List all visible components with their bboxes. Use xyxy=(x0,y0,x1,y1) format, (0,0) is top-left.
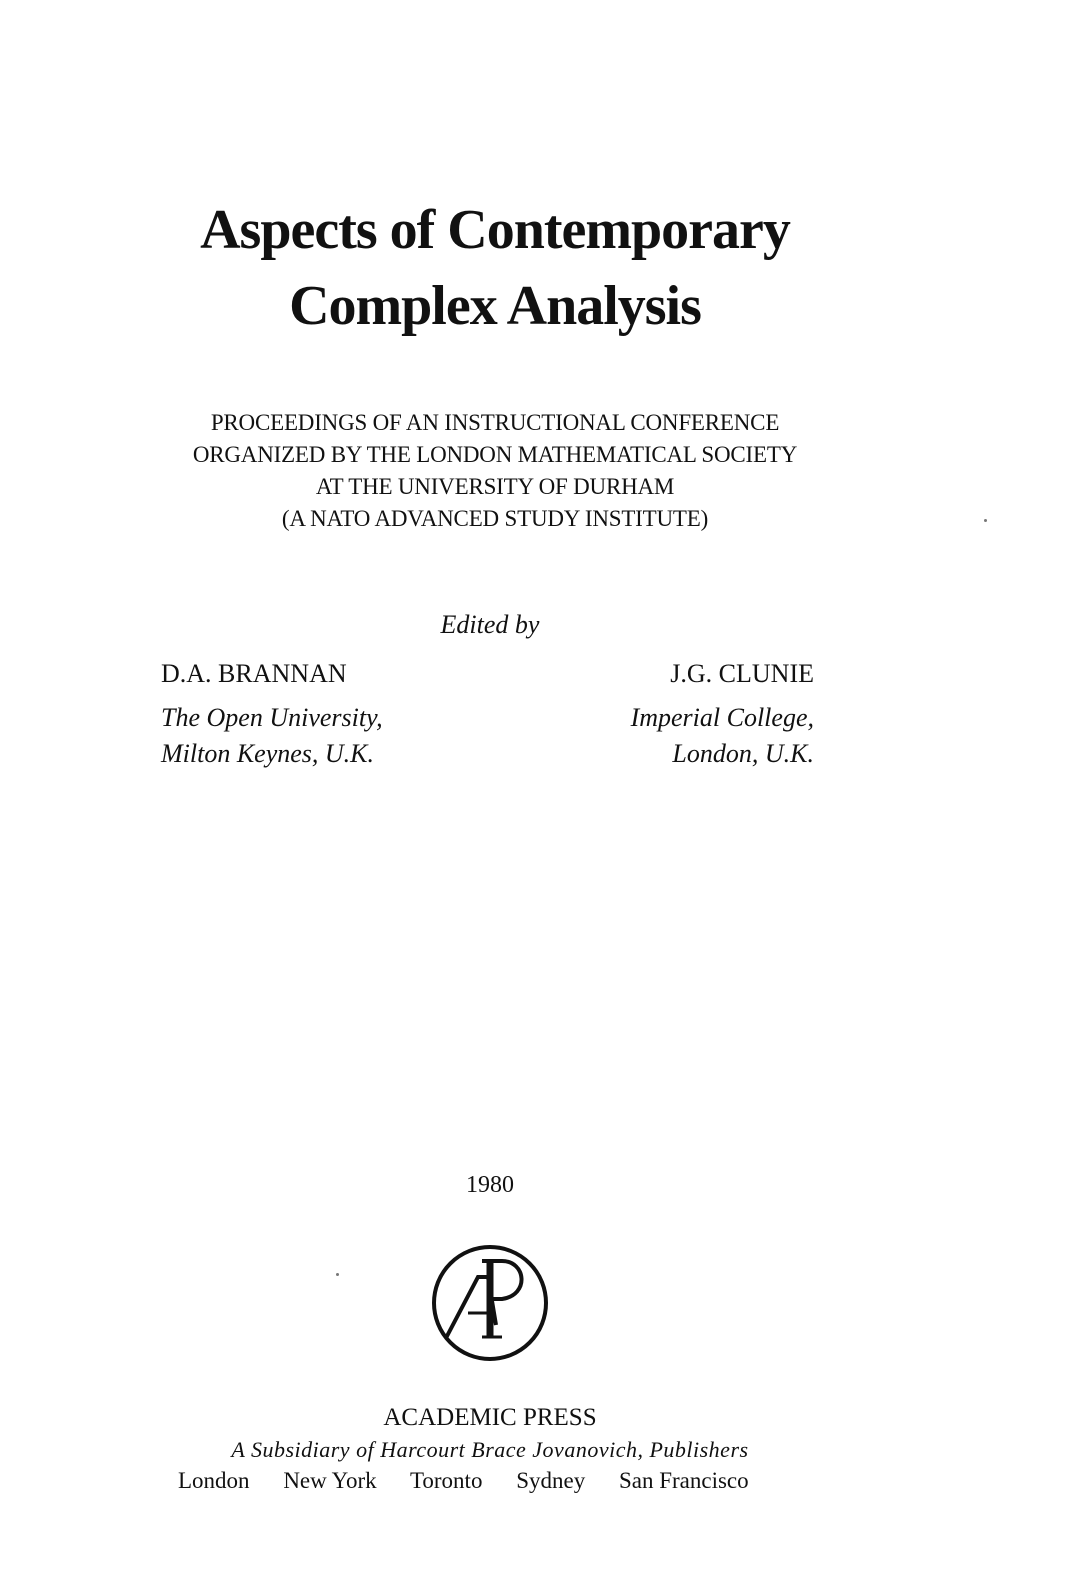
proceedings-line: (A NATO ADVANCED STUDY INSTITUTE) xyxy=(281,506,709,531)
editor-right xyxy=(631,657,814,772)
publisher-cities xyxy=(178,1468,749,1494)
edited-by-label: Edited by xyxy=(440,610,540,639)
city: Sydney xyxy=(516,1468,586,1493)
scan-speck xyxy=(336,1273,339,1276)
affiliation-line: Milton Keynes, U.K. xyxy=(161,739,375,768)
title-line-1: Aspects of Contemporary xyxy=(200,199,790,261)
title-line-2: Complex Analysis xyxy=(289,275,701,337)
proceedings-line: AT THE UNIVERSITY OF DURHAM xyxy=(315,474,675,499)
scan-speck xyxy=(984,519,987,522)
academic-press-ap-logo-icon xyxy=(430,1243,550,1363)
editor-left xyxy=(161,657,383,772)
book-title xyxy=(0,192,990,344)
publication-year: 1980 xyxy=(466,1172,514,1198)
city: San Francisco xyxy=(618,1468,749,1493)
proceedings-line: ORGANIZED BY THE LONDON MATHEMATICAL SOCIETY xyxy=(192,442,798,467)
affiliation-line: London, U.K. xyxy=(672,739,814,768)
affiliation-line: The Open University, xyxy=(161,703,383,732)
city: Toronto xyxy=(409,1468,483,1493)
city: New York xyxy=(283,1468,377,1493)
editor-name: J.G. CLUNIE xyxy=(670,659,814,688)
editor-affiliation xyxy=(161,700,383,772)
proceedings-line: PROCEEDINGS OF AN INSTRUCTIONAL CONFERENCE xyxy=(210,410,780,435)
publisher-name: ACADEMIC PRESS xyxy=(383,1404,597,1431)
city: London xyxy=(178,1468,250,1493)
affiliation-line: Imperial College, xyxy=(630,703,814,732)
editor-affiliation xyxy=(631,700,814,772)
editor-name: D.A. BRANNAN xyxy=(161,659,347,688)
publisher-subsidiary: A Subsidiary of Harcourt Brace Jovanovich, Publishers xyxy=(231,1437,749,1462)
proceedings-block xyxy=(0,407,990,535)
